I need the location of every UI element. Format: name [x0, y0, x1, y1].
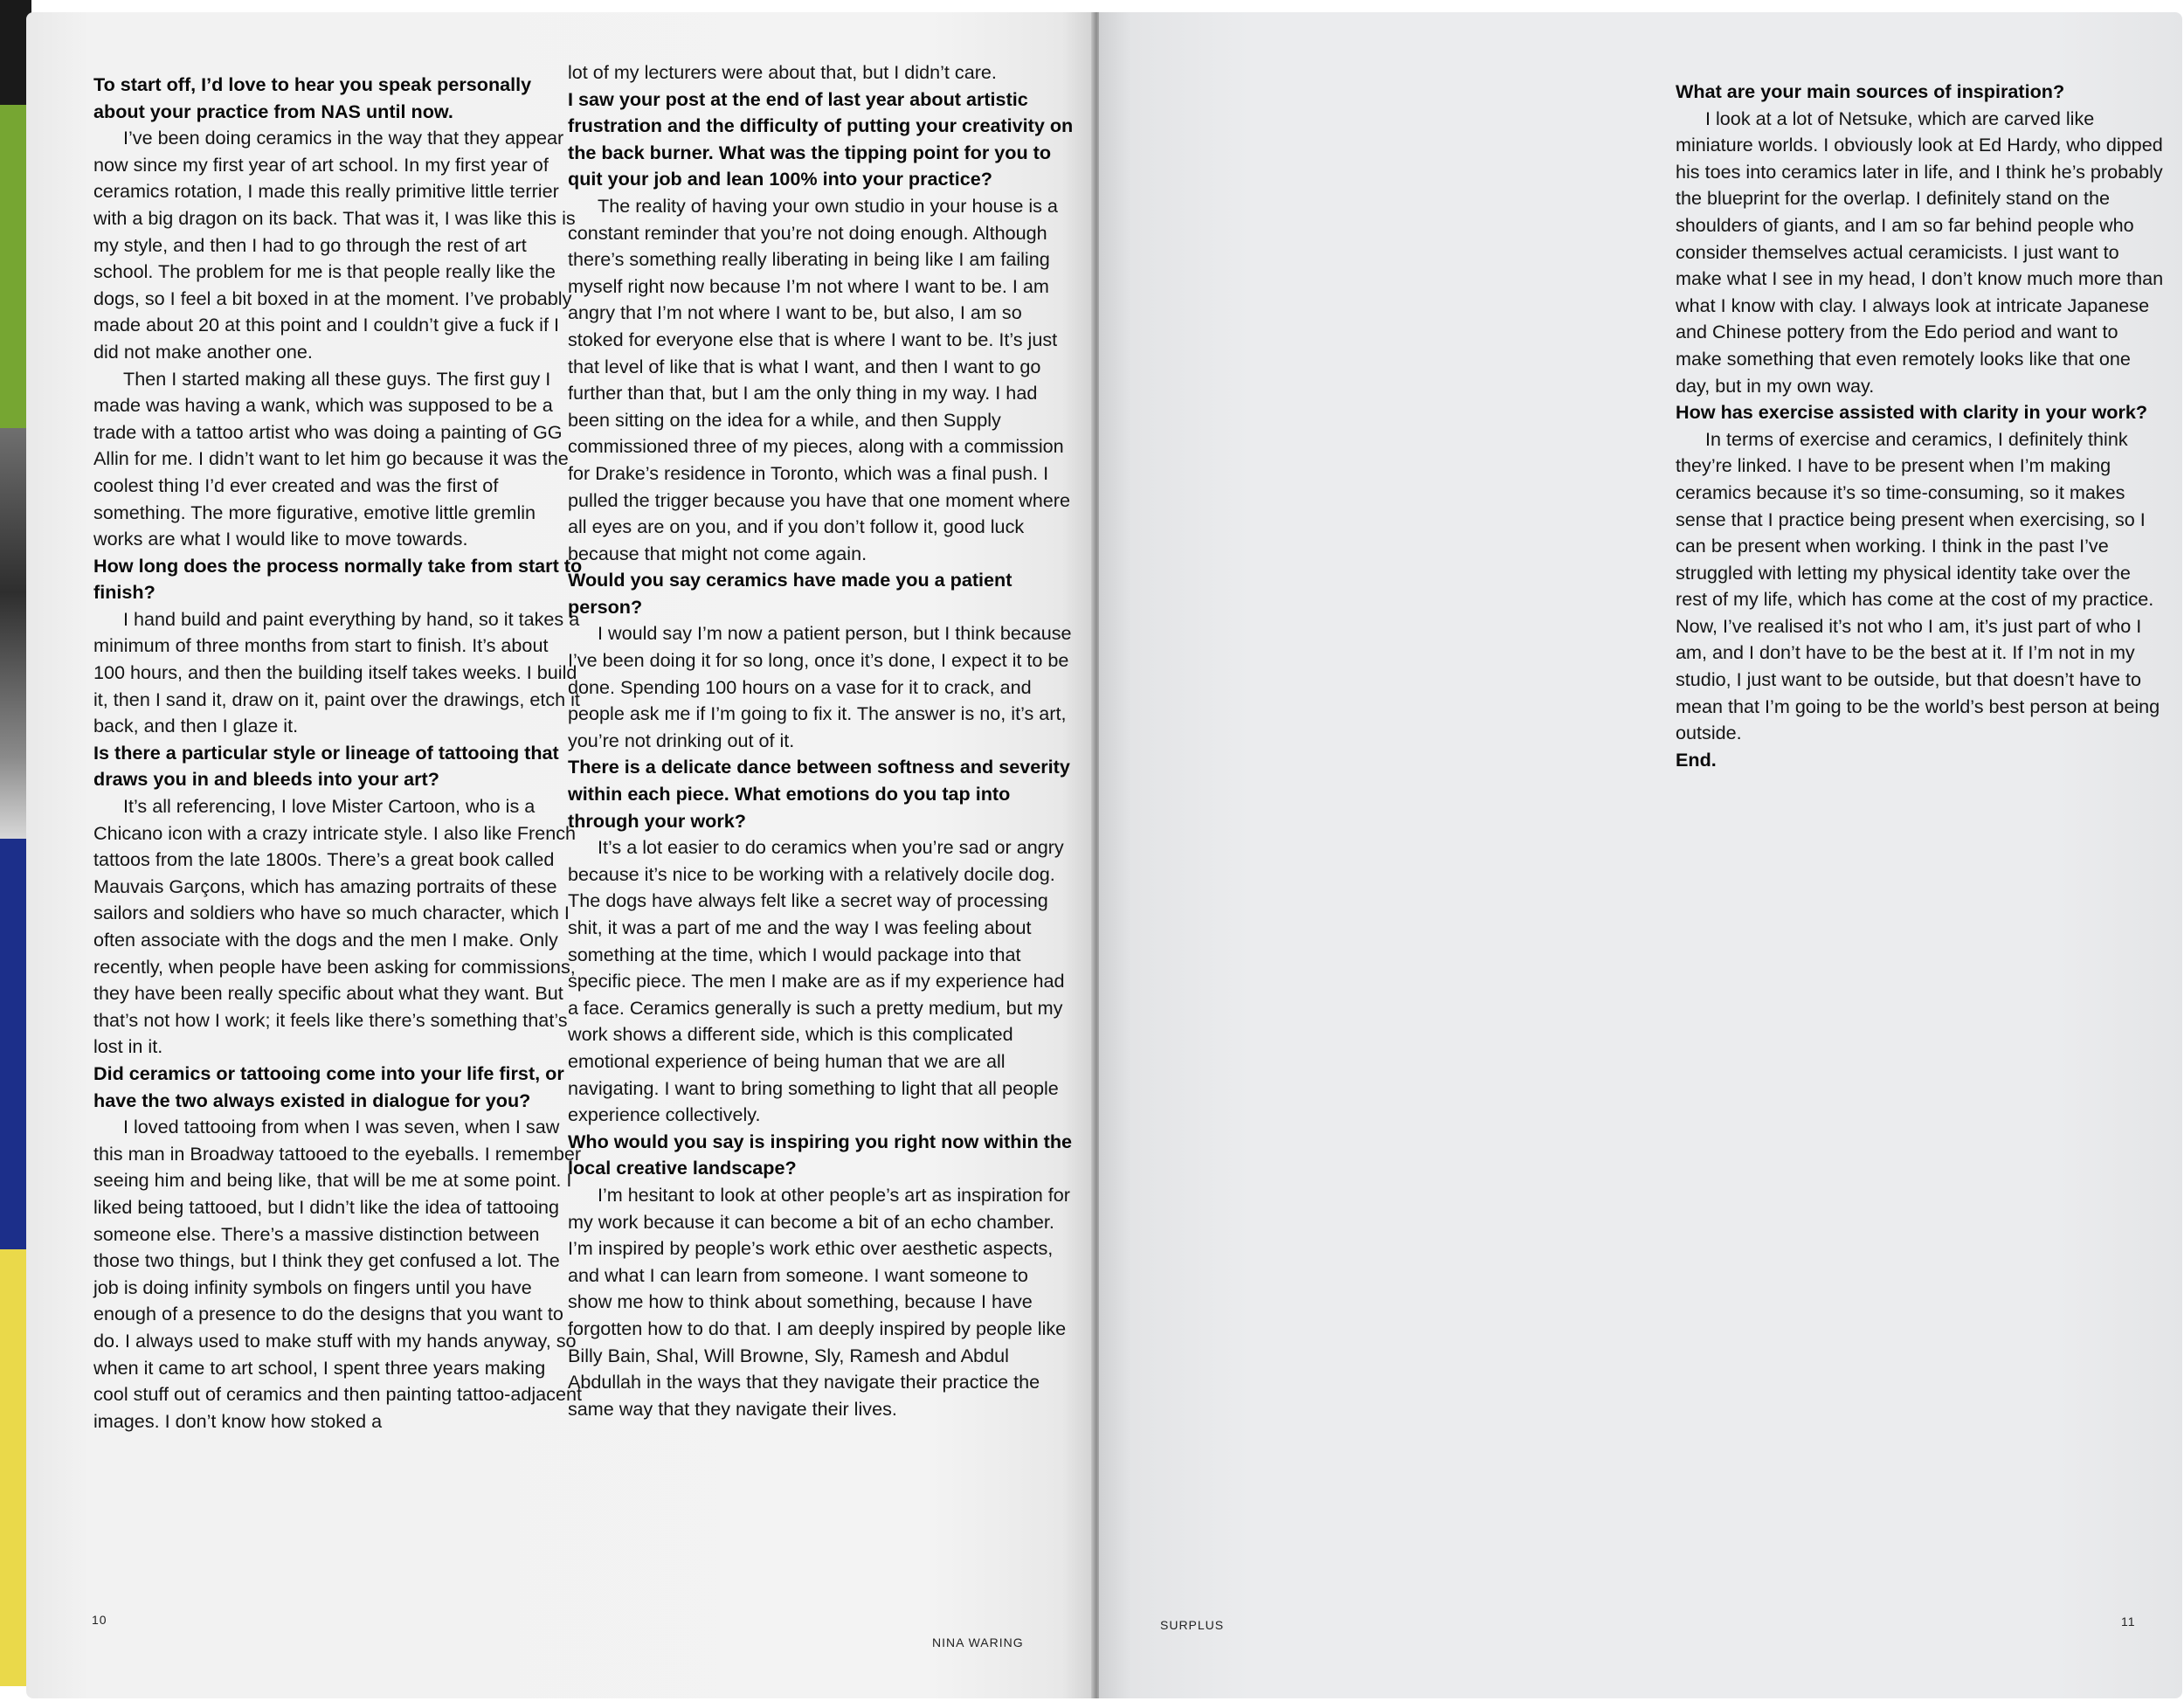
interview-paragraph: The reality of having your own studio in your house is a constant reminder that you’re not doing enough. Although there’s something really liberating in being like I am failing myself right now because I’m not where I want to be. I am angry that I’m not where I want to be, but also, I am so stoked for everyone else that is where I want to be. It’s just that level of like that is what I want, and then I want to go further than that, but I am the only thing in my way. I had been sitting on the idea for a while, and then Supply commissioned three of my pieces, along with a commission for Drake’s residence in Toronto, which was a final push. I pulled the trigger because you have that one moment where all eyes are on you, and if you don’t follow it, good luck because that might not come again. [568, 194, 1070, 564]
magazine-spread [26, 12, 2182, 1698]
left-column-1 [93, 72, 583, 1435]
left-column-2 [568, 59, 1075, 1422]
interview-paragraph: I’m hesitant to look at other people’s art as inspiration for my work because it can become a bit of an echo chamber. I’m inspired by people’s work ethic over aesthetic aspects, and what I can learn from someone. I want someone to show me how to think about something, because I have forgotten how to do that. I am deeply inspired by people like Billy Bain, Shal, Will Browne, Sly, Ramesh and Abdul Abdullah in the ways that they navigate their practice the same way that they navigate their lives. [568, 1183, 1070, 1420]
interview-question: Who would you say is inspiring you right now within the local creative landscape? [568, 1130, 1073, 1179]
interview-question: I saw your post at the end of last year about artistic frustration and the difficulty of putting your creativity on the back burner. What was the tipping point for you to quit your job and lean 100% into your practice? [568, 87, 1074, 190]
interview-question: Is there a particular style or lineage of tattooing that draws you in and bleeds into your art? [93, 741, 559, 791]
interview-question: To start off, I’d love to hear you speak personally about your practice from NAS until now. [93, 73, 532, 122]
interview-paragraph: In terms of exercise and ceramics, I definitely think they’re linked. I have to be present when I’m making ceramics because it’s so time-consuming, so it makes sense that I practice being present when exercising, so I can be present when working. I think in the past I’ve struggled with letting my physical identity take over the rest of my life, which has come at the cost of my practice. Now, I’ve realised it’s not who I am, it’s just part of who I am, and I don’t have to be the best at it. If I’m not in my studio, I just want to be outside, but that doesn’t have to mean that I’m going to be the world’s best person at being outside. [1676, 427, 2160, 744]
page-number-right: 11 [2121, 1615, 2136, 1628]
interview-paragraph: I hand build and paint everything by hand, so it takes a minimum of three months from start to finish. It’s about 100 hours, and then the building itself takes weeks. I build it, then I sand it, draw on it, paint over the drawings, etch it back, and then I glaze it. [93, 607, 580, 737]
interview-paragraph: lot of my lecturers were about that, but I didn’t care. [568, 61, 997, 83]
interview-question: How has exercise assisted with clarity in your work? [1676, 401, 2148, 424]
interview-question: What are your main sources of inspiration? [1676, 80, 2065, 102]
running-footer-author: NINA WARING [932, 1635, 1024, 1649]
interview-paragraph: I look at a lot of Netsuke, which are carved like miniature worlds. I obviously look at Ed Hardy, who dipped his toes into ceramics later in life, and I think he’s probably the blueprint for the overlap. I definitely stand on the shoulders of giants, and I am so far behind people who consider themselves actual ceramicists. I just want to make what I see in my head, I don’t know much more than what I know with clay. I always look at intricate Japanese and Chinese pottery from the Edo period and want to make something that even remotely looks like that one day, but in my own way. [1676, 107, 2164, 397]
interview-question: Would you say ceramics have made you a patient person? [568, 569, 1013, 618]
interview-paragraph: I’ve been doing ceramics in the way that they appear now since my first year of art school. In my first year of ceramics rotation, I made this really primitive little terrier with a big dragon on its back. That was it, I was like this is my style, and then I had to go through the rest of art school. The problem for me is that people really like the dogs, so I feel a bit boxed in at the moment. I’ve probably made about 20 at this point and I couldn’t give a fuck if I did not make another one. [93, 127, 576, 363]
interview-paragraph: I loved tattooing from when I was seven, when I saw this man in Broadway tattooed to the eyeballs. I remember seeing him and being like, that will be me at some point. I liked being tattooed, but I didn’t like the idea of tattooing someone else. There’s a massive distinction between those two things, but I think they get confused a lot. The job is doing infinity symbols on fingers until you have enough of a presence to do the designs that you want to do. I always used to make stuff with my hands anyway, so when it came to art school, I spent three years making cool stuff out of ceramics and then painting tattoo-adjacent images. I don’t know how stoked a [93, 1116, 582, 1432]
interview-paragraph: I would say I’m now a patient person, but I think because I’ve been doing it for so long, once it’s done, I expect it to be done. Spending 100 hours on a vase for it to crack, and people ask me if I’m going to fix it. The answer is no, it’s art, you’re not drinking out of it. [568, 622, 1072, 751]
interview-question: End. [1676, 748, 1717, 771]
right-column [1676, 79, 2165, 773]
interview-paragraph: Then I started making all these guys. The first guy I made was having a wank, which was supposed to be a trade with a tattoo artist who was doing a painting of GG Allin for me. I didn’t want to let him go because it was the coolest thing I’d ever created and was the first of something. The more figurative, emotive little gremlin works are what I would like to move towards. [93, 367, 569, 550]
interview-question: Did ceramics or tattooing come into your life first, or have the two always existed in dialogue for you? [93, 1061, 564, 1111]
interview-question: There is a delicate dance between softness and severity within each piece. What emotions do you tap into through your work? [568, 756, 1070, 832]
left-page [26, 12, 1094, 1698]
right-page [1099, 12, 2182, 1698]
interview-paragraph: It’s a lot easier to do ceramics when you’re sad or angry because it’s nice to be working with a relatively docile dog. The dogs have always felt like a secret way of processing shit, it was a part of me and the way I was feeling about something at the time, which I would package into that specific piece. The men I make are as if my experience had a face. Ceramics generally is such a pretty medium, but my work shows a different side, which is this complicated emotional experience of being human that we are all navigating. I want to bring something to light that all people experience collectively. [568, 836, 1065, 1126]
interview-question: How long does the process normally take from start to finish? [93, 554, 583, 604]
page-number-left: 10 [92, 1613, 107, 1627]
running-header-magazine: SURPLUS [1160, 1618, 1225, 1632]
interview-paragraph: It’s all referencing, I love Mister Cartoon, who is a Chicano icon with a crazy intricate style. I also like French tattoos from the late 1800s. There’s a great book called Mauvais Garçons, which has amazing portraits of these sailors and soldiers who have so much character, which I often associate with the dogs and the men I make. Only recently, when people have been asking for commissions, they have been really specific about what they want. But that’s not how I work; it feels like there’s something that’s lost in it. [93, 795, 577, 1058]
